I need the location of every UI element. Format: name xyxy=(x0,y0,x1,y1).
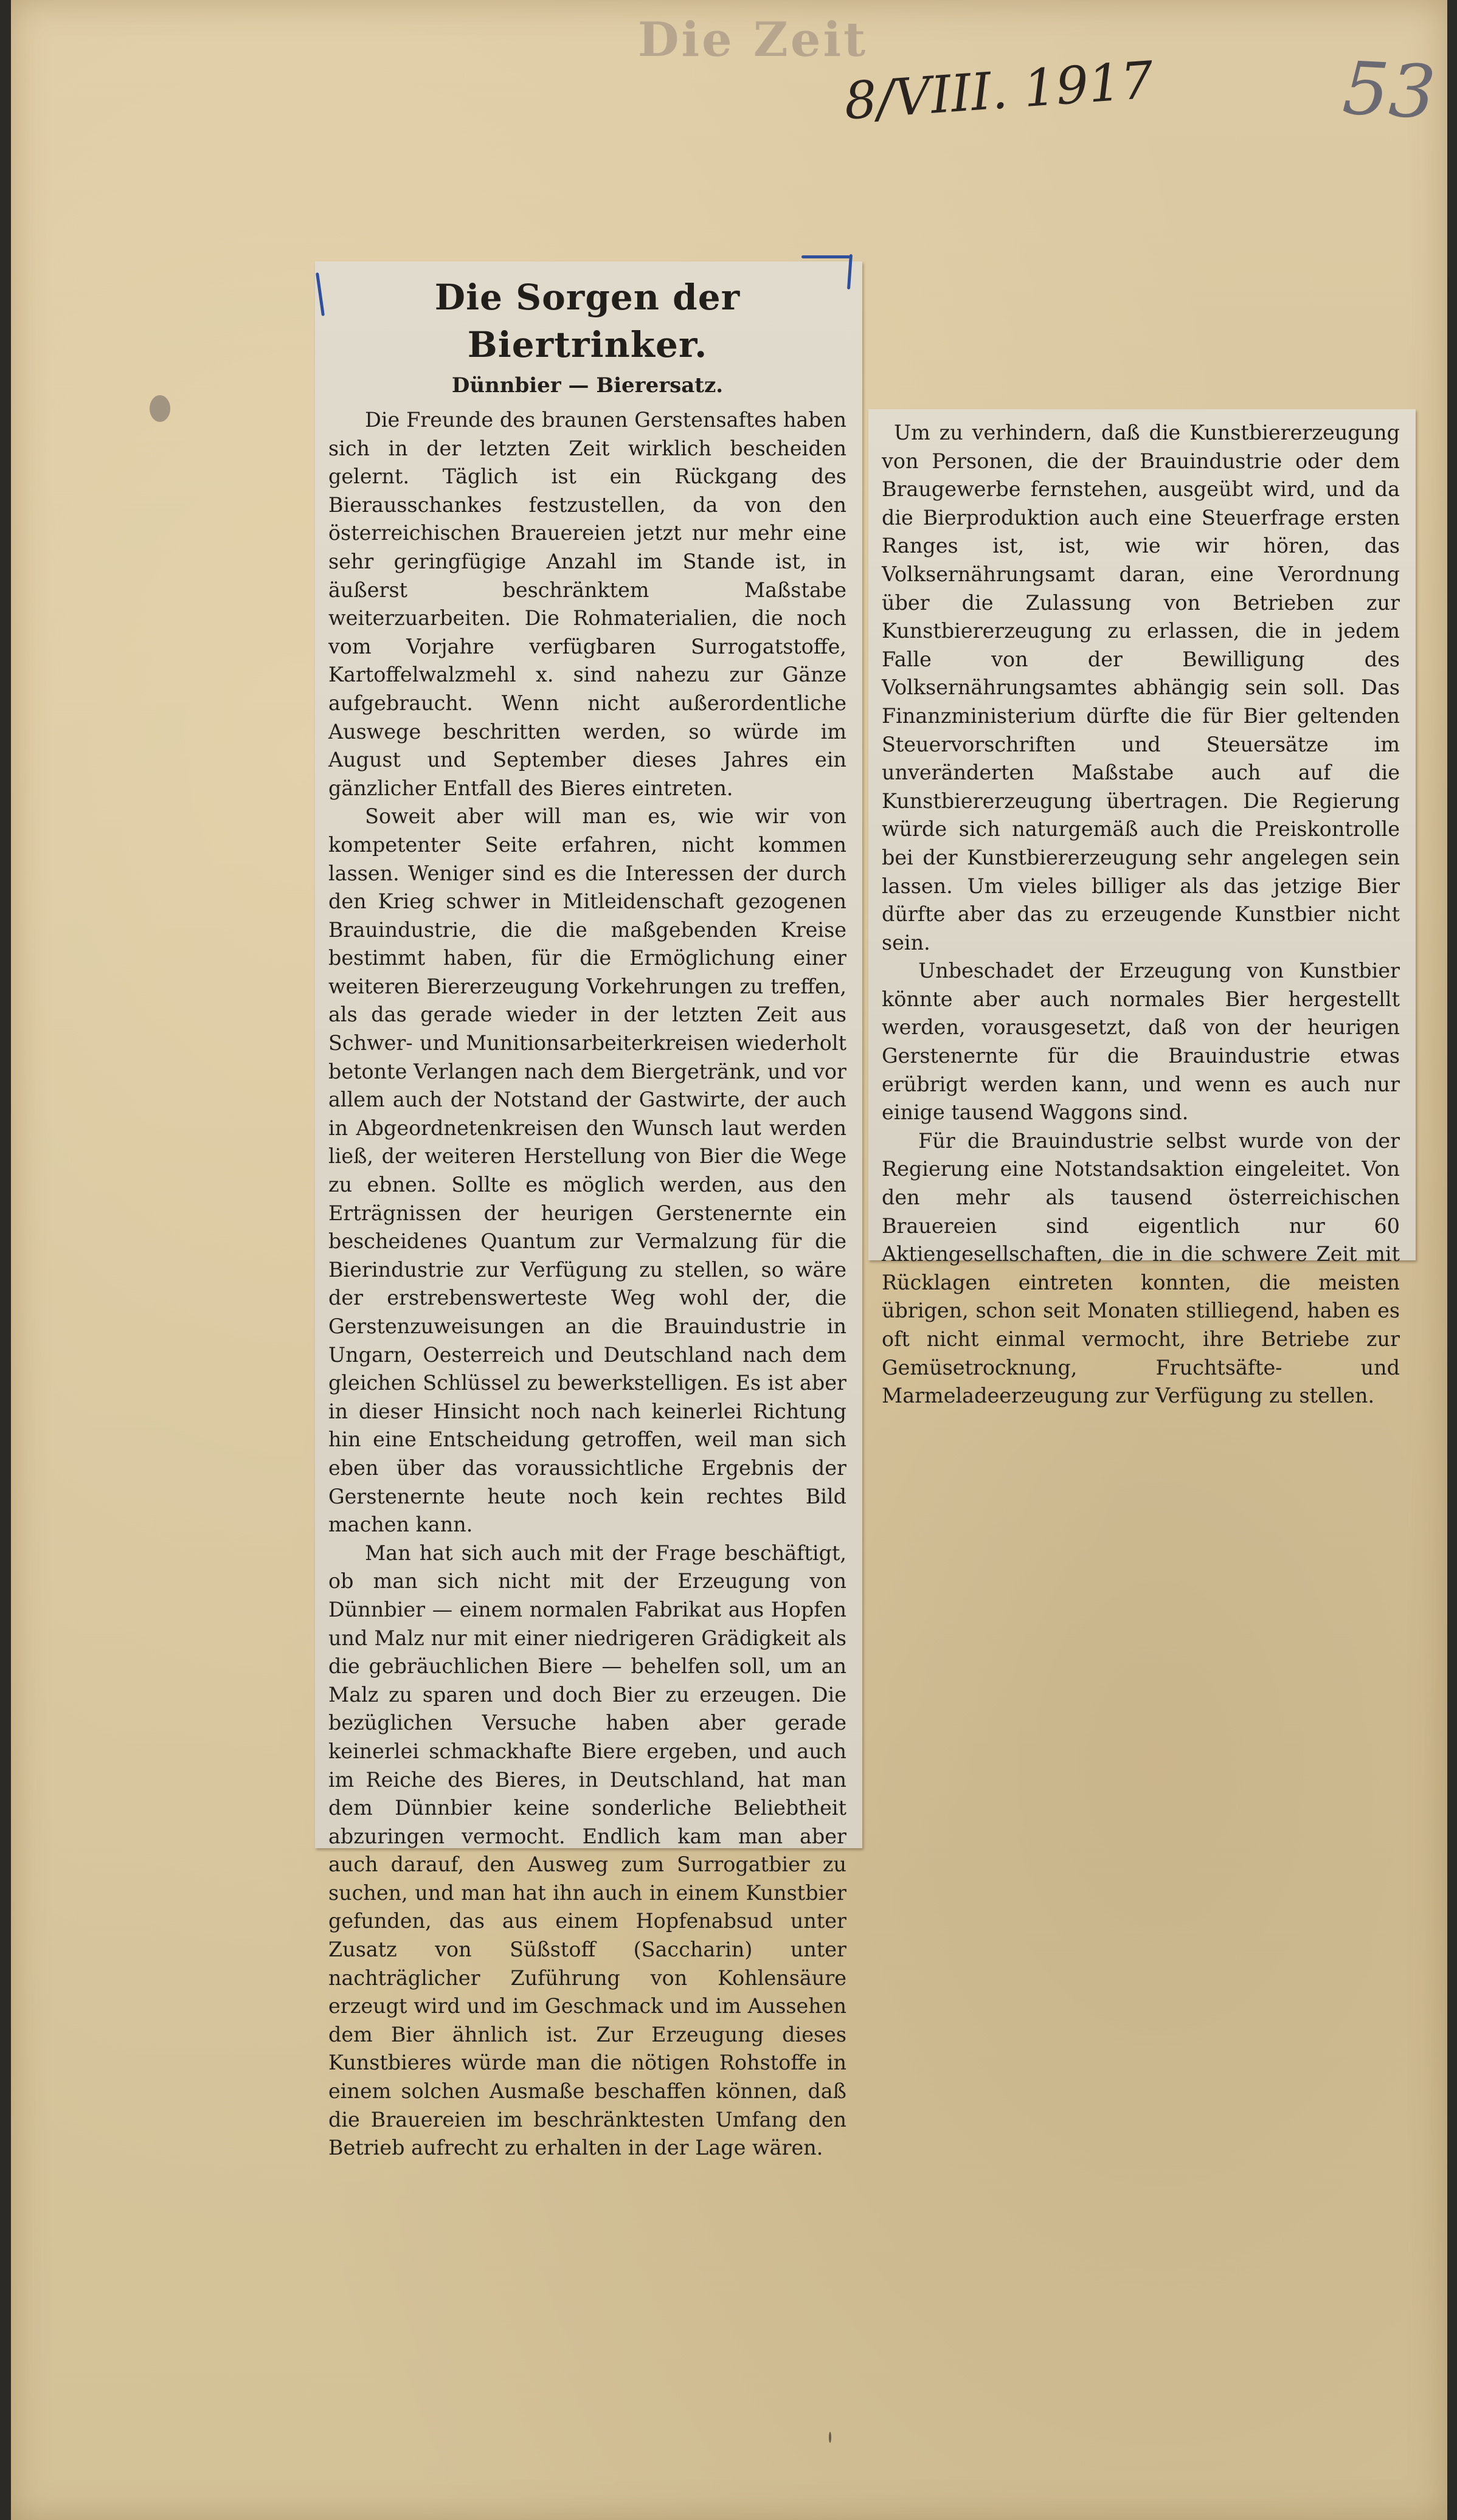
paragraph: Die Freunde des braunen Gerstensaftes haben sich in der letzten Zeit wirklich bescheiden gelernt. Täglich ist ein Rückgang des Bierausschankes festzustellen, da von den österreichischen Brauereien jetzt nur mehr eine sehr geringfügige Anzahl im Stande ist, in äußerst beschränktem Maßstabe weiterzuarbeiten. Die Rohmaterialien, die noch vom Vorjahre verfügbaren Surrogatstoffe, Kartoffelwalzmehl x. sind nahezu zur Gänze aufgebraucht. Wenn nicht außerordentliche Auswege beschritten werden, so würde im August und September dieses Jahres ein gänzlicher Entfall des Bieres eintreten. xyxy=(328,408,846,800)
newspaper-masthead-stamp: Die Zeit xyxy=(637,12,868,67)
clipping-left-column xyxy=(315,261,862,2160)
handwritten-date: 8/VIII. 1917 xyxy=(842,50,1155,131)
paragraph: Für die Brauindustrie selbst wurde von der Regierung eine Notstandsaktion eingeleitet. Von den mehr als tausend österreichischen Brauereien sind eigentlich nur 60 Aktiengesellschaften, die in die schwere Zeit mit Rücklagen eintreten konnten, die meisten übrigen, schon seit Monaten stilliegend, haben es oft nicht einmal vermocht, ihre Betriebe zur Gemüsetrocknung, Fruchtsäfte- und Marmeladeerzeugung zur Verfügung zu stellen. xyxy=(882,1128,1400,1408)
clipping-right-column xyxy=(868,409,1416,1408)
paper-stain xyxy=(150,395,170,422)
article-subtitle: Dünnbier — Bierersatz. xyxy=(451,373,724,398)
paragraph: Um zu verhindern, daß die Kunstbiererzeugung von Personen, die der Brauindustrie oder dem Braugewerbe fernstehen, ausgeübt wird, und da die Bierproduktion auch eine Steuerfrage ersten Ranges ist, ist, wie wir hören, das Volksernährungsamt daran, eine Verordnung über die Zulassung von Betrieben zur Kunstbiererzeugung zu erlassen, die in jedem Falle von der Bewilligung des Volksernährungsamtes abhängig sein soll. Das Finanzministerium dürfte die für Bier geltenden Steuervorschriften und Steuersätze im unveränderten Maßstabe auch auf die Kunstbiererzeugung übertragen. Die Regierung würde sich naturgemäß auch die Preiskontrolle bei der Kunstbiererzeugung sehr angelegen sein lassen. Um vieles billiger als das jetzige Bier dürfte aber das zu erzeugende Kunstbier nicht sein. xyxy=(882,421,1400,954)
paragraph: Unbeschadet der Erzeugung von Kunstbier könnte aber auch normales Bier hergestellt werden, vorausgesetzt, daß von der heurigen Gerstenernte für die Brauindustrie etwas erübrigt werden kann, und wenn es auch nur einige tausend Waggons sind. xyxy=(882,959,1400,1125)
handwritten-page-number: 53 xyxy=(1340,46,1438,136)
blue-pencil-mark xyxy=(801,255,850,258)
right-column-body xyxy=(882,419,1400,1410)
paper-mark xyxy=(829,2432,831,2443)
left-column-body xyxy=(328,406,846,2163)
archive-sheet xyxy=(11,0,1447,2520)
paragraph: Man hat sich auch mit der Frage beschäftigt, ob man sich nicht mit der Erzeugung von Dünnbier — einem normalen Fabrikat aus Hopfen und Malz nur mit einer niedrigeren Grädigkeit als die gebräuchlichen Biere — behelfen soll, um an Malz zu sparen und doch Bier zu erzeugen. Die bezüglichen Versuche haben aber gerade keinerlei schmackhafte Biere ergeben, und auch im Reiche des Bieres, in Deutschland, hat man dem Dünnbier keine sonderliche Beliebtheit abzuringen vermocht. Endlich kam man aber auch darauf, den Ausweg zum Surrogatbier zu suchen, und man hat ihn auch in einem Kunstbier gefunden, das aus einem Hopfenabsud unter Zusatz von Süßstoff (Saccharin) unter nachträglicher Zuführung von Kohlensäure erzeugt wird und im Geschmack und im Aussehen dem Bier ähnlich ist. Zur Erzeugung dieses Kunstbieres würde man die nötigen Rohstoffe in einem solchen Ausmaße beschaffen können, daß die Brauereien im beschränktesten Umfang den Betrieb aufrecht zu erhalten in der Lage wären. xyxy=(328,1541,846,2160)
paragraph: Soweit aber will man es, wie wir von kompetenter Seite erfahren, nicht kommen lassen. Weniger sind es die Interessen der durch den Krieg schwer in Mitleidenschaft gezogenen Brauindustrie, die die maßgebenden Kreise bestimmt haben, für die Ermöglichung einer weiteren Biererzeugung Vorkehrungen zu treffen, als das gerade wieder in der letzten Zeit aus Schwer- und Munitionsarbeiterkreisen wiederholt betonte Verlangen nach dem Biergetränk, und vor allem auch der Notstand der Gastwirte, der auch in Abgeordnetenkreisen den Wunsch laut werden ließ, der weiteren Herstellung von Bier die Wege zu ebnen. Sollte es möglich werden, aus den Erträgnissen der heurigen Gerstenernte ein bescheidenes Quantum zur Vermalzung für die Bierindustrie zur Verfügung zu stellen, so wäre der erstrebenswerteste Weg wohl der, die Gerstenzuweisungen an die Brauindustrie in Ungarn, Oesterreich und Deutschland nach dem gleichen Schlüssel zu bewerkstelligen. Es ist aber in dieser Hinsicht noch nach keinerlei Richtung hin eine Entscheidung getroffen, weil man sich eben über das voraussichtliche Ergebnis der Gerstenernte heute noch kein rechtes Bild machen kann. xyxy=(328,804,846,1537)
article-title: Die Sorgen der Biertrinker. xyxy=(434,277,741,365)
